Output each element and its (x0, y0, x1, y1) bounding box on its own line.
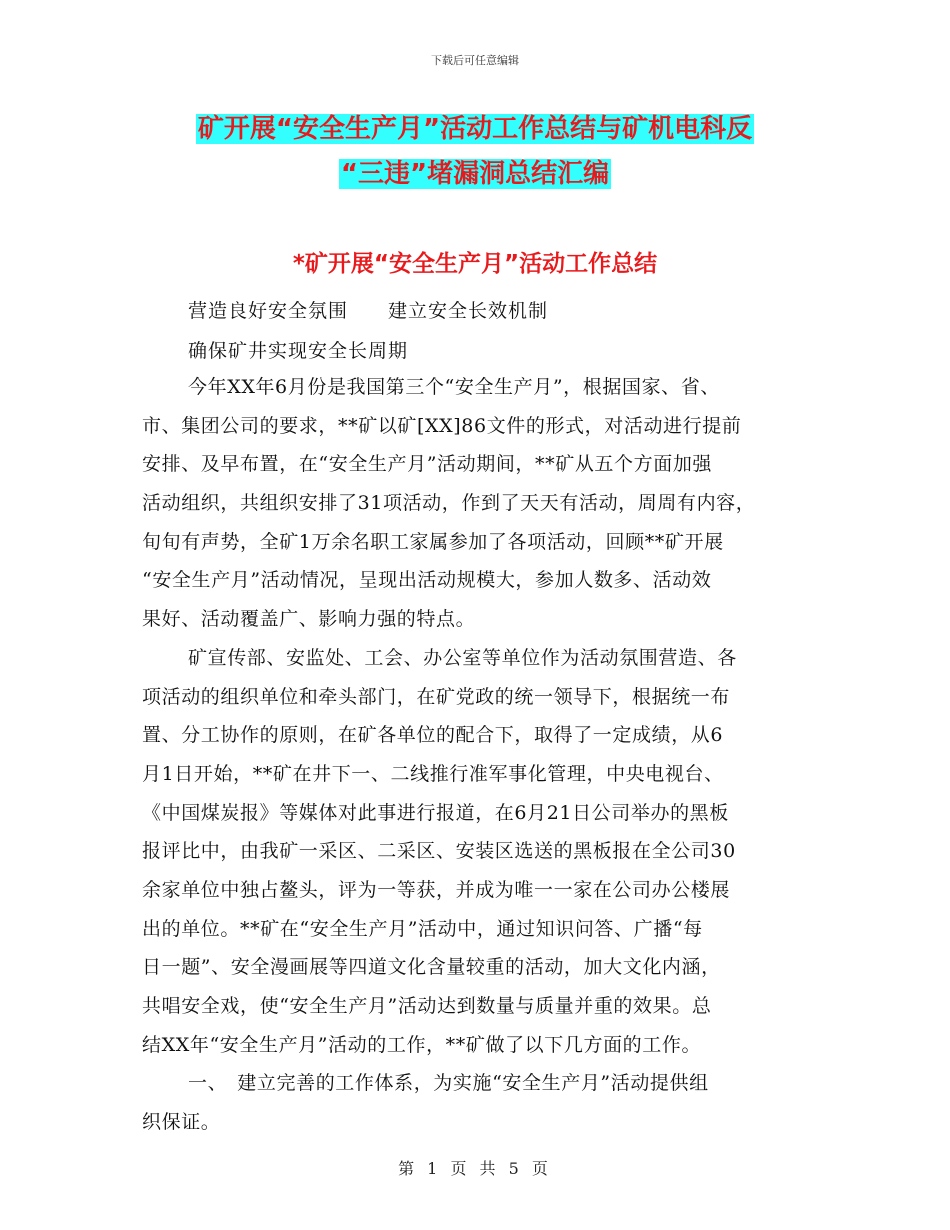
paragraph-line: 报评比中，由我矿一采区、二采区、安装区选送的黑板报在全公司30 (142, 840, 736, 863)
slogan-a: 营造良好安全氛围 (188, 300, 349, 322)
paragraph-line: 今年XX年6月份是我国第三个“安全生产月”，根据国家、省、 (188, 376, 720, 398)
paragraph-line: 月1日开始，**矿在井下一、二线推行准军事化管理，中央电视台、 (142, 762, 724, 785)
paragraph-line: 活动组织，共组织安排了31项活动，作到了天天有活动，周周有内容， (142, 492, 756, 515)
paragraph-line: 市、集团公司的要求，**矿以矿[XX]86文件的形式，对活动进行提前 (142, 414, 742, 437)
section-title: *矿开展“安全生产月”活动工作总结 (292, 251, 658, 277)
slogan-b: 建立安全长效机制 (388, 300, 549, 322)
paragraph-line: 安排、及早布置，在“安全生产月”活动期间，**矿从五个方面加强 (142, 453, 713, 476)
paragraph-line: 共唱安全戏，使“安全生产月”活动达到数量与质量并重的效果。总 (142, 995, 712, 1017)
paragraph-line: 《中国煤炭报》等媒体对此事进行报道，在6月21日公司举办的黑板 (142, 801, 729, 824)
paragraph-line: 一、 建立完善的工作体系，为实施“安全生产月”活动提供组 (188, 1072, 709, 1095)
document-title-line-2 (0, 155, 950, 193)
page-footer: 第 1 页 共 5 页 (398, 1159, 552, 1178)
paragraph-line: 旬旬有声势，全矿1万余名职工家属参加了各项活动，回顾**矿开展 (142, 530, 724, 553)
paragraph-line: 织保证。 (142, 1111, 221, 1134)
slogan-line-2: 确保矿井实现安全长周期 (188, 340, 409, 362)
header-note: 下载后可任意编辑 (431, 54, 519, 67)
document-title-text-2: “三违”堵漏洞总结汇编 (340, 159, 610, 189)
paragraph-line: 出的单位。**矿在“安全生产月”活动中，通过知识问答、广播“每 (142, 917, 703, 940)
paragraph-line: 结XX年“安全生产月”活动的工作，**矿做了以下几方面的工作。 (142, 1033, 702, 1056)
paragraph-line: 果好、活动覆盖广、影响力强的特点。 (142, 608, 476, 631)
paragraph-line: “安全生产月”活动情况，呈现出活动规模大，参加人数多、活动效 (142, 569, 712, 592)
paragraph-line: 项活动的组织单位和牵头部门，在矿党政的统一领导下，根据统一布 (142, 685, 731, 708)
document-title-text-1: 矿开展“安全生产月”活动工作总结与矿机电科反 (197, 114, 753, 144)
paragraph-line: 置、分工协作的原则，在矿各单位的配合下，取得了一定成绩，从6 (142, 724, 724, 747)
body-text (142, 368, 822, 1142)
paragraph-line: 日一题”、安全漫画展等四道文化含量较重的活动，加大文化内涵， (142, 956, 721, 979)
paragraph-line: 余家单位中独占鳌头，评为一等获，并成为唯一一家在公司办公楼展 (142, 878, 731, 901)
paragraph-line: 矿宣传部、安监处、工会、办公室等单位作为活动氛围营造、各 (188, 646, 737, 669)
slogan-line-1 (188, 296, 548, 323)
document-title-line-1 (0, 110, 950, 148)
